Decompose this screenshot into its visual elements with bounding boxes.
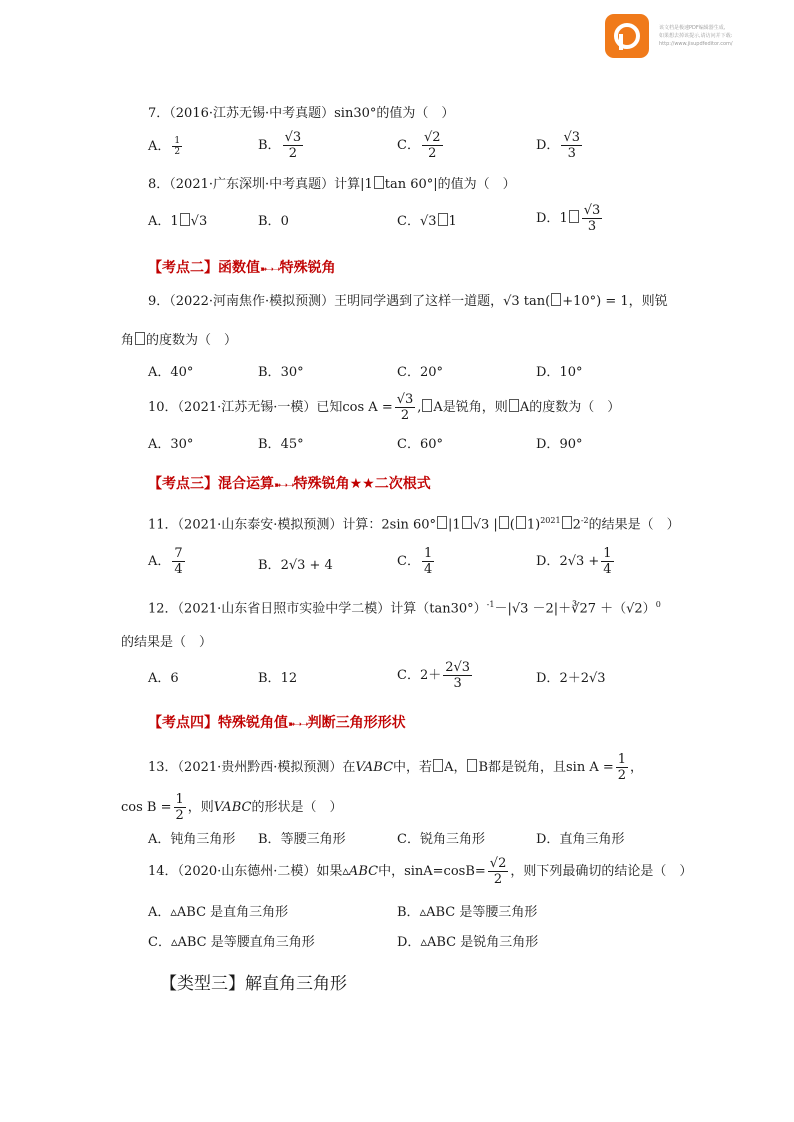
q13-option-c: C．锐角三角形 xyxy=(397,832,485,847)
q8-option-b: B．0 xyxy=(258,214,289,229)
missing-glyph-icon xyxy=(180,213,190,226)
q7-option-c: C． $\frac{√2}{2}$ xyxy=(397,130,441,161)
q7-option-d: D． $\frac{√3}{3}$ xyxy=(536,130,580,161)
q14-option-d: D．▵ABC 是锐角三角形 xyxy=(397,935,539,950)
section-heading-3: 【考点三】混合运算➽➝➝特殊锐角★★二次根式 xyxy=(148,476,431,492)
q8-option-d: D．1 $\frac{√3}{3}$ xyxy=(536,203,601,234)
p-logo-icon xyxy=(605,14,649,58)
missing-glyph-icon xyxy=(516,516,526,529)
q10-option-d: D．90° xyxy=(536,437,583,452)
missing-glyph-icon xyxy=(551,293,561,306)
missing-glyph-icon xyxy=(433,759,443,772)
q7-option-a: A． $\frac{1}{2}$ xyxy=(148,136,181,157)
q13-option-d: D．直角三角形 xyxy=(536,832,625,847)
q14-option-c: C．▵ABC 是等腰直角三角形 xyxy=(148,935,315,950)
q11-option-c: C． $\frac{1}{4}$ xyxy=(397,546,433,577)
missing-glyph-icon xyxy=(437,516,447,529)
missing-glyph-icon xyxy=(374,176,384,189)
q14-option-a: A．▵ABC 是直角三角形 xyxy=(148,905,289,920)
section-heading-4: 【考点四】特殊锐角值➽➝➝判断三角形形状 xyxy=(148,715,406,731)
q14-option-b: B．▵ABC 是等腰三角形 xyxy=(397,905,538,920)
q11-option-b: B．2√3 + 4 xyxy=(258,558,333,573)
q14-stem: 14．（2020·山东德州·二模）如果▵ABC中，sinA=cosB= $\frac{√2}{2}$ ，则下列最确切的结论是（ ） xyxy=(148,856,693,887)
missing-glyph-icon xyxy=(569,210,579,223)
q9-option-a: A．40° xyxy=(148,365,194,380)
q13-option-b: B．等腰三角形 xyxy=(258,832,346,847)
type-heading-3: 【类型三】解直角三角形 xyxy=(160,974,347,994)
q12-option-c: C．2＋ $\frac{2√3}{3}$ xyxy=(397,660,471,691)
q9-option-b: B．30° xyxy=(258,365,304,380)
missing-glyph-icon xyxy=(509,399,519,412)
q8-option-a: A．1 √3 xyxy=(148,214,208,229)
q10-option-b: B．45° xyxy=(258,437,304,452)
q8-stem: 8．（2021·广东深圳·中考真题）计算|1 tan 60°|的值为（ ） xyxy=(148,177,516,192)
missing-glyph-icon xyxy=(462,516,472,529)
q13-stem-line2: cos B = $\frac{1}{2}$ ，则VABC的形状是（ ） xyxy=(121,792,343,823)
q10-option-c: C．60° xyxy=(397,437,443,452)
q11-option-a: A． $\frac{7}{4}$ xyxy=(148,546,183,577)
q13-stem: 13．（2021·贵州黔西·模拟预测）在VABC中，若 A， B都是锐角，且sin A = $\frac{1}{2}$ ， xyxy=(148,752,644,783)
q7-stem: 7．（2016·江苏无锡·中考真题）sin30°的值为（ ） xyxy=(148,106,455,121)
q12-stem-line2: 的结果是（ ） xyxy=(121,635,213,650)
missing-glyph-icon xyxy=(499,516,509,529)
q10-option-a: A．30° xyxy=(148,437,194,452)
q12-option-b: B．12 xyxy=(258,671,298,686)
q12-stem: 12．（2021·山东省日照市实验中学二模）计算$(\tan 30^\circ)^{-1}-|√3$ －2|＋∛27 $+(√2)^0$ xyxy=(148,600,661,617)
q9-option-c: C．20° xyxy=(397,365,443,380)
q12-option-d: D．2＋2√3 xyxy=(536,671,606,686)
q10-stem: 10．（2021·江苏无锡·一模）已知cos A = $\frac{√3}{2}$ , A是锐角，则 A的度数为（ ） xyxy=(148,392,621,423)
missing-glyph-icon xyxy=(467,759,477,772)
q11-stem: 11．（2021·山东泰安·模拟预测）计算：2sin 60° |1 √3 | ( 1)$^{2021}$ $2^{-2}$的结果是（ ） xyxy=(148,516,680,533)
q13-option-a: A．钝角三角形 xyxy=(148,832,236,847)
q7-option-b: B． $\frac{√3}{2}$ xyxy=(258,130,302,161)
q9-option-d: D．10° xyxy=(536,365,583,380)
q9-stem: 9．（2022·河南焦作·模拟预测）王明同学遇到了这样一道题，√3 tan( +10°) = 1，则锐 xyxy=(148,294,668,309)
q11-option-d: D．2√3 + $\frac{1}{4}$ xyxy=(536,546,612,577)
missing-glyph-icon xyxy=(422,399,432,412)
missing-glyph-icon xyxy=(438,213,448,226)
missing-glyph-icon xyxy=(562,516,572,529)
watermark-text: 该文档是极速PDF编辑器生成, 如果想去掉该提示,请访问并下载: http://www.jisupdfeditor.com/ xyxy=(659,25,733,47)
missing-glyph-icon xyxy=(135,332,145,345)
q9-stem-line2: 角 的度数为（ ） xyxy=(121,333,238,348)
q8-option-c: C．√3 1 xyxy=(397,214,457,229)
section-heading-2: 【考点二】函数值➽➝➝特殊锐角 xyxy=(148,260,336,276)
q12-option-a: A．6 xyxy=(148,671,179,686)
